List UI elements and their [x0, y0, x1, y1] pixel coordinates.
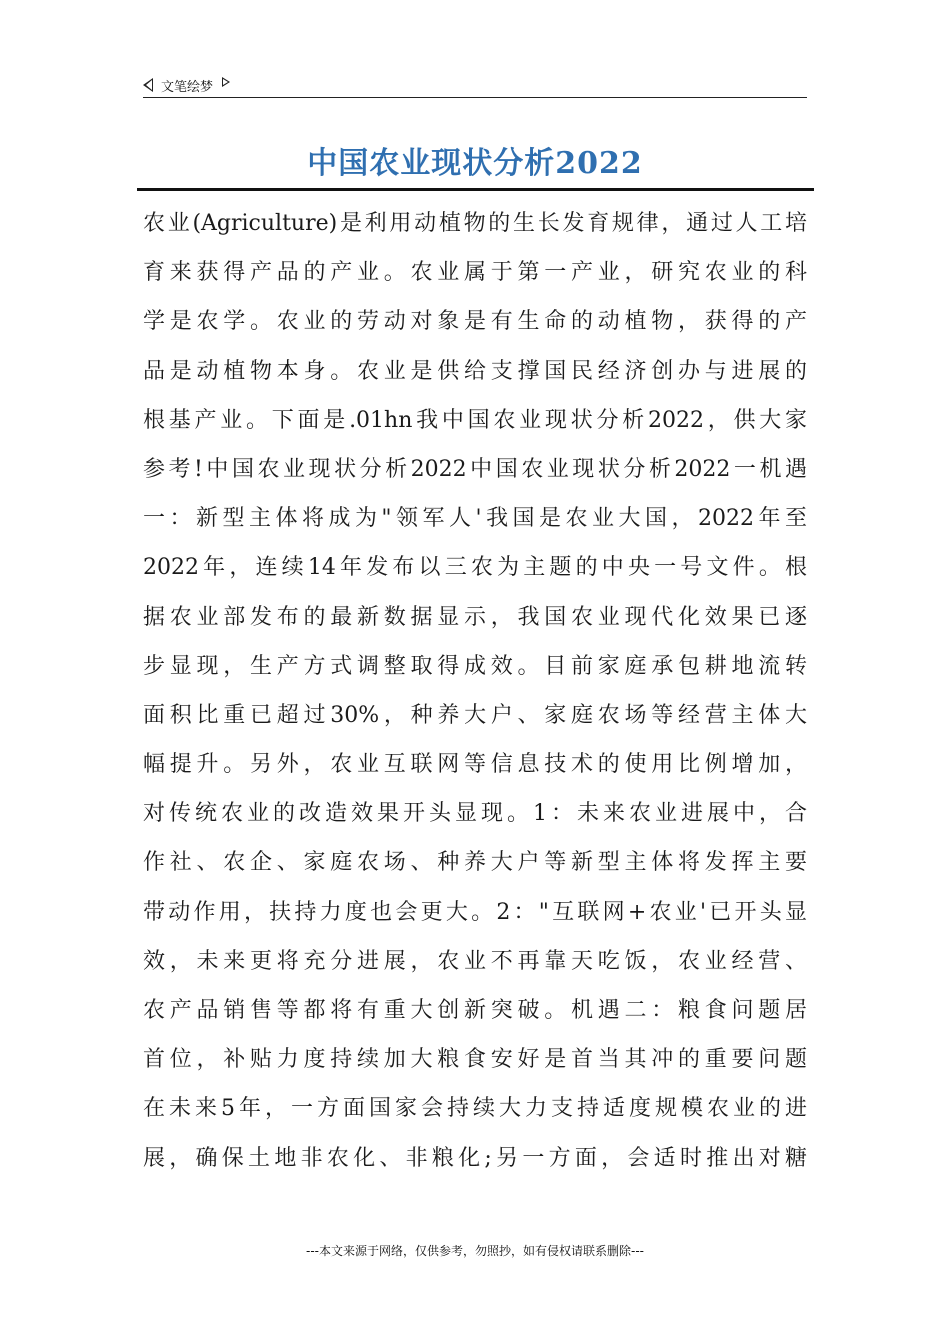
body-line: 幅提升。另外，农业互联网等信息技术的使用比例增加，	[143, 752, 807, 778]
page-footer: ---本文来源于网络，仅供参考，勿照抄，如有侵权请联系删除---	[306, 1244, 644, 1258]
body-line: 参考!中国农业现状分析2022中国农业现状分析2022一机遇	[143, 456, 807, 482]
document-title: 中国农业现状分析2022	[307, 146, 643, 181]
triangle-right-icon	[222, 77, 230, 87]
body-line: 带动作用，扶持力度也会更大。2："互联网+农业'已开头显	[143, 899, 807, 925]
body-line: 农业(Agriculture)是利用动植物的生长发育规律，通过人工培	[143, 211, 807, 236]
header-label: 文笔绘梦	[161, 79, 214, 95]
body-line: 作社、农企、家庭农场、种养大户等新型主体将发挥主要	[143, 850, 807, 876]
body-line: 在未来5年，一方面国家会持续大力支持适度规模农业的进	[143, 1096, 807, 1122]
page-header	[143, 72, 807, 98]
body-line: 根基产业。下面是.01hn我中国农业现状分析2022，供大家	[143, 407, 807, 433]
body-line: 农产品销售等都将有重大创新突破。机遇二：粮食问题居	[143, 998, 807, 1023]
body-line: 面积比重已超过30%，种养大户、家庭农场等经营主体大	[143, 702, 807, 728]
body-line: 2022年，连续14年发布以三农为主题的中央一号文件。根	[143, 555, 807, 581]
document-body	[143, 199, 807, 1183]
body-line: 步显现，生产方式调整取得成效。目前家庭承包耕地流转	[143, 653, 807, 679]
body-line: 据农业部发布的最新数据显示，我国农业现代化效果已逐	[143, 604, 807, 630]
body-line: 品是动植物本身。农业是供给支撑国民经济创办与进展的	[143, 358, 807, 384]
body-line: 首位，补贴力度持续加大粮食安好是首当其冲的重要问题	[143, 1047, 807, 1073]
body-line: 展，确保土地非农化、非粮化;另一方面，会适时推出对糖	[143, 1145, 807, 1171]
body-line: 一：新型主体将成为"领军人'我国是农业大国，2022年至	[143, 506, 807, 532]
body-line: 效，未来更将充分进展，农业不再靠天吃饭，农业经营、	[143, 948, 807, 974]
triangle-left-icon	[143, 78, 153, 92]
title-divider	[137, 188, 814, 191]
body-line: 育来获得产品的产业。农业属于第一产业，研究农业的科	[143, 260, 807, 286]
body-line: 学是农学。农业的劳动对象是有生命的动植物，获得的产	[143, 309, 807, 335]
body-line: 对传统农业的改造效果开头显现。1：未来农业进展中，合	[143, 801, 807, 827]
header-divider	[143, 97, 807, 98]
